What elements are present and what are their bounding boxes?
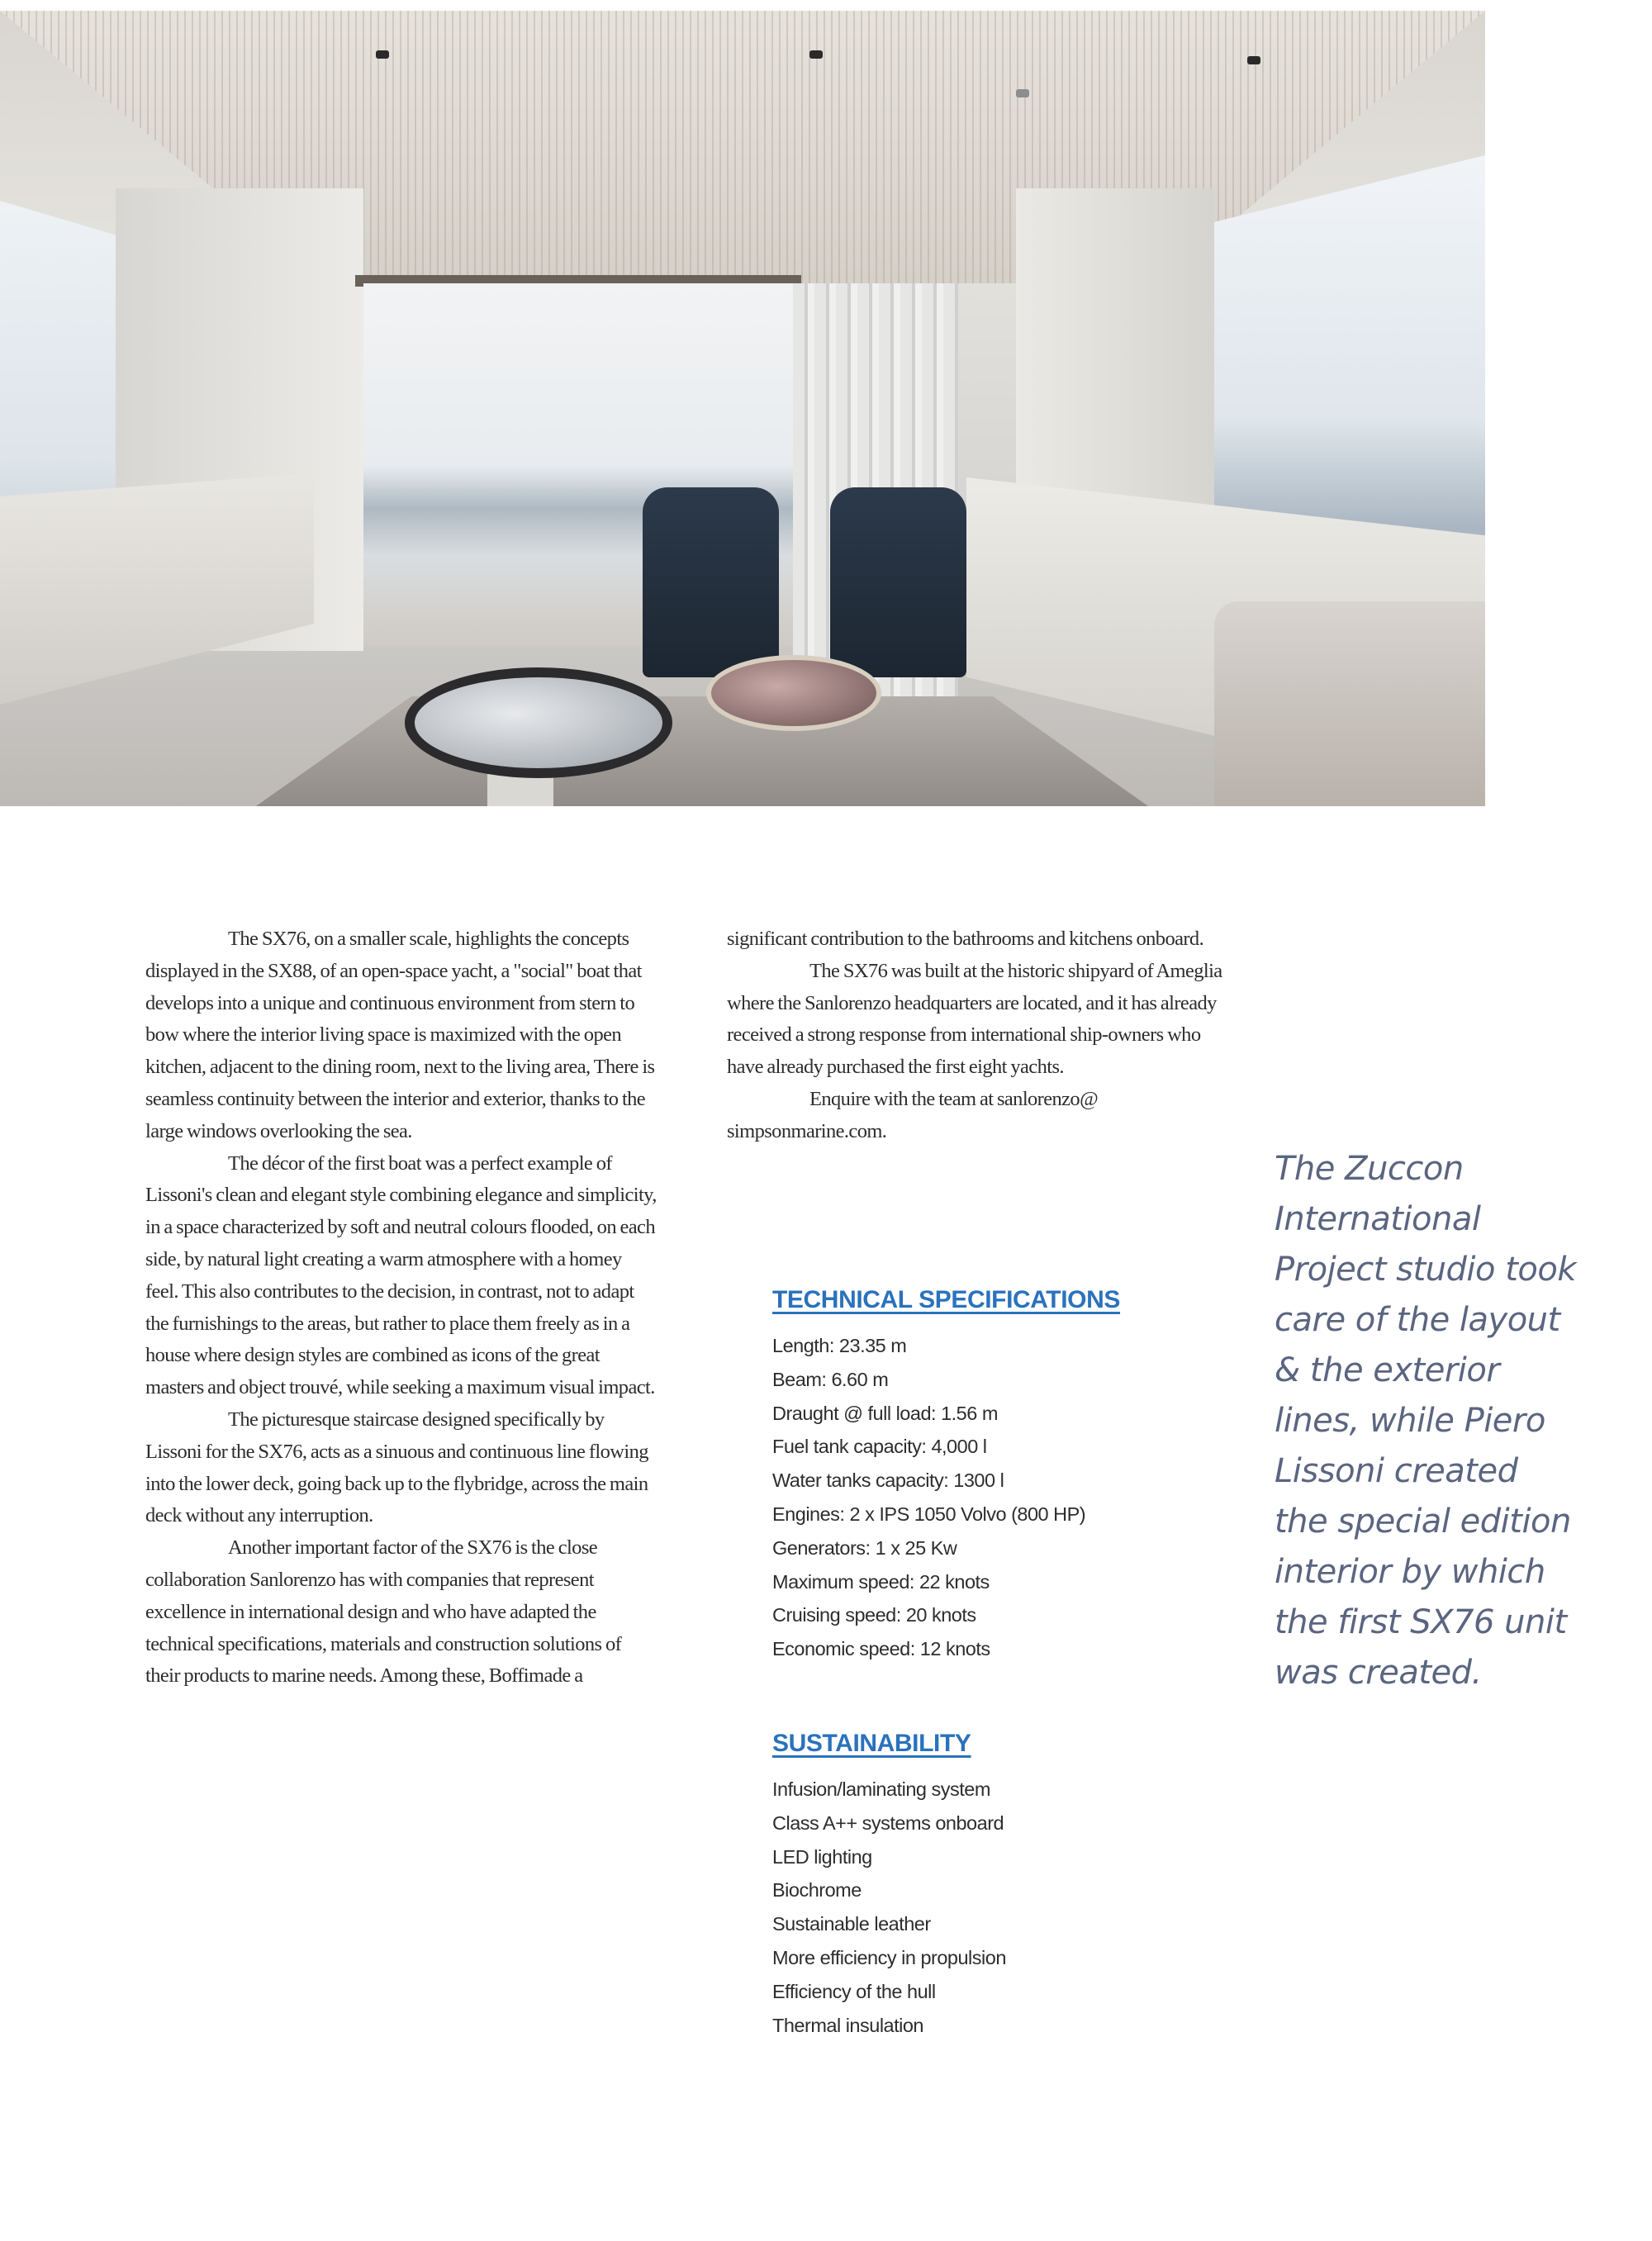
ceiling-light-icon bbox=[376, 50, 389, 59]
sustainability-item: Efficiency of the hull bbox=[772, 1980, 936, 2002]
sustainability-item: More efficiency in propulsion bbox=[772, 1946, 1006, 1968]
article-paragraph: The décor of the first boat was a perfect example of Lissoni's clean and elegant style combining elegance and simplicity, in a space characterized by soft and neutral colours flooded, on each side, by natural light creating a warm atmosphere with a homey feel. This also contributes to the decision, in contrast, not to adapt the furnishings to the areas, but rather to place them freely as in a house where design styles are combined as icons of the great masters and object trouvé, while seeking a maximum visual impact. bbox=[145, 1151, 657, 1399]
article-paragraph: significant contribution to the bathrooms and kitchens onboard. bbox=[727, 928, 1204, 950]
spec-item: Length: 23.35 m bbox=[772, 1335, 907, 1356]
hero-photo bbox=[0, 11, 1485, 806]
article-paragraph: Enquire with the team at sanlorenzo@ simpsonmarine.com. bbox=[727, 1087, 1099, 1142]
sustainability-item: LED lighting bbox=[772, 1845, 872, 1868]
spec-item: Engines: 2 x IPS 1050 Volvo (800 HP) bbox=[772, 1503, 1086, 1525]
ceiling-light-icon bbox=[1016, 89, 1029, 97]
pull-quote-line: interior by which bbox=[1275, 1553, 1545, 1591]
pull-quote-line: & the exterior bbox=[1275, 1351, 1500, 1389]
article-paragraph: The picturesque staircase designed specifically by Lissoni for the SX76, acts as a sinuous and continuous line flowing into the lower deck, going back up to the flybridge, across the main deck without any interruption. bbox=[145, 1408, 648, 1527]
pull-quote-line: Project studio took bbox=[1275, 1251, 1577, 1289]
sustainability-item: Thermal insulation bbox=[772, 2014, 924, 2036]
pull-quote bbox=[1275, 1144, 1621, 1698]
spec-item: Generators: 1 x 25 Kw bbox=[772, 1536, 957, 1559]
spec-heading: TECHNICAL SPECIFICATIONS bbox=[772, 1286, 1120, 1313]
article-paragraph: Another important factor of the SX76 is the close collaboration Sanlorenzo has with companies that represent excellence in international design and who have adapted the technical specifications, materials and construction solutions of their products to marine needs. Among these, Boffimade a bbox=[145, 1536, 622, 1688]
sustainability-heading: SUSTAINABILITY bbox=[772, 1730, 971, 1757]
pull-quote-line: care of the layout bbox=[1275, 1301, 1560, 1339]
article-paragraph: The SX76, on a smaller scale, highlights the concepts displayed in the SX88, of an open-space yacht, a "social" boat that develops into a unique and continuous environment from stern to bow where the interior living space is maximized with the open kitchen, adjacent to the dining room, next to the living area, There is seamless continuity between the interior and exterior, thanks to the large windows overlooking the sea. bbox=[145, 928, 655, 1142]
sustainability-item: Class A++ systems onboard bbox=[772, 1811, 1004, 1834]
spec-item: Cruising speed: 20 knots bbox=[772, 1604, 976, 1626]
technical-specifications bbox=[772, 1286, 1120, 1666]
coffee-table-large bbox=[405, 667, 672, 778]
rug bbox=[248, 696, 1156, 806]
spec-item: Economic speed: 12 knots bbox=[772, 1638, 990, 1660]
pull-quote-line: the first SX76 unit bbox=[1275, 1603, 1567, 1641]
ceiling-light-icon bbox=[809, 50, 823, 59]
sustainability-item: Biochrome bbox=[772, 1879, 862, 1902]
spec-item: Water tanks capacity: 1300 l bbox=[772, 1469, 1004, 1492]
pull-quote-line: the special edition bbox=[1275, 1503, 1571, 1541]
coffee-table-small bbox=[706, 655, 881, 731]
pull-quote-line: lines, while Piero bbox=[1275, 1402, 1545, 1440]
armchair-right bbox=[830, 487, 966, 677]
sofa-left bbox=[0, 473, 314, 705]
sustainability-list bbox=[772, 1773, 1006, 2042]
sustainability bbox=[772, 1730, 1006, 2042]
pull-quote-line: The Zuccon bbox=[1275, 1150, 1464, 1188]
pull-quote-line: Lissoni created bbox=[1275, 1452, 1518, 1490]
spec-item: Maximum speed: 22 knots bbox=[772, 1570, 990, 1593]
sustainability-item: Sustainable leather bbox=[772, 1913, 931, 1935]
article-column-middle bbox=[727, 923, 1239, 1148]
spec-item: Fuel tank capacity: 4,000 l bbox=[772, 1436, 987, 1458]
article-paragraph: The SX76 was built at the historic shipyard of Ameglia where the Sanlorenzo headquarters are located, and it has already received a strong response from international ship-owners who have already purchased the first eight yachts. bbox=[727, 959, 1222, 1079]
pull-quote-line: International bbox=[1275, 1200, 1481, 1238]
spec-list bbox=[772, 1329, 1120, 1666]
spec-item: Beam: 6.60 m bbox=[772, 1368, 889, 1390]
article-column-left bbox=[145, 923, 657, 1693]
sofa-arm bbox=[1214, 601, 1485, 806]
spec-item: Draught @ full load: 1.56 m bbox=[772, 1402, 998, 1424]
pull-quote-line: was created. bbox=[1275, 1654, 1482, 1692]
sustainability-item: Infusion/laminating system bbox=[772, 1778, 990, 1800]
armchair-left bbox=[643, 487, 779, 677]
ceiling-light-icon bbox=[1247, 56, 1260, 64]
